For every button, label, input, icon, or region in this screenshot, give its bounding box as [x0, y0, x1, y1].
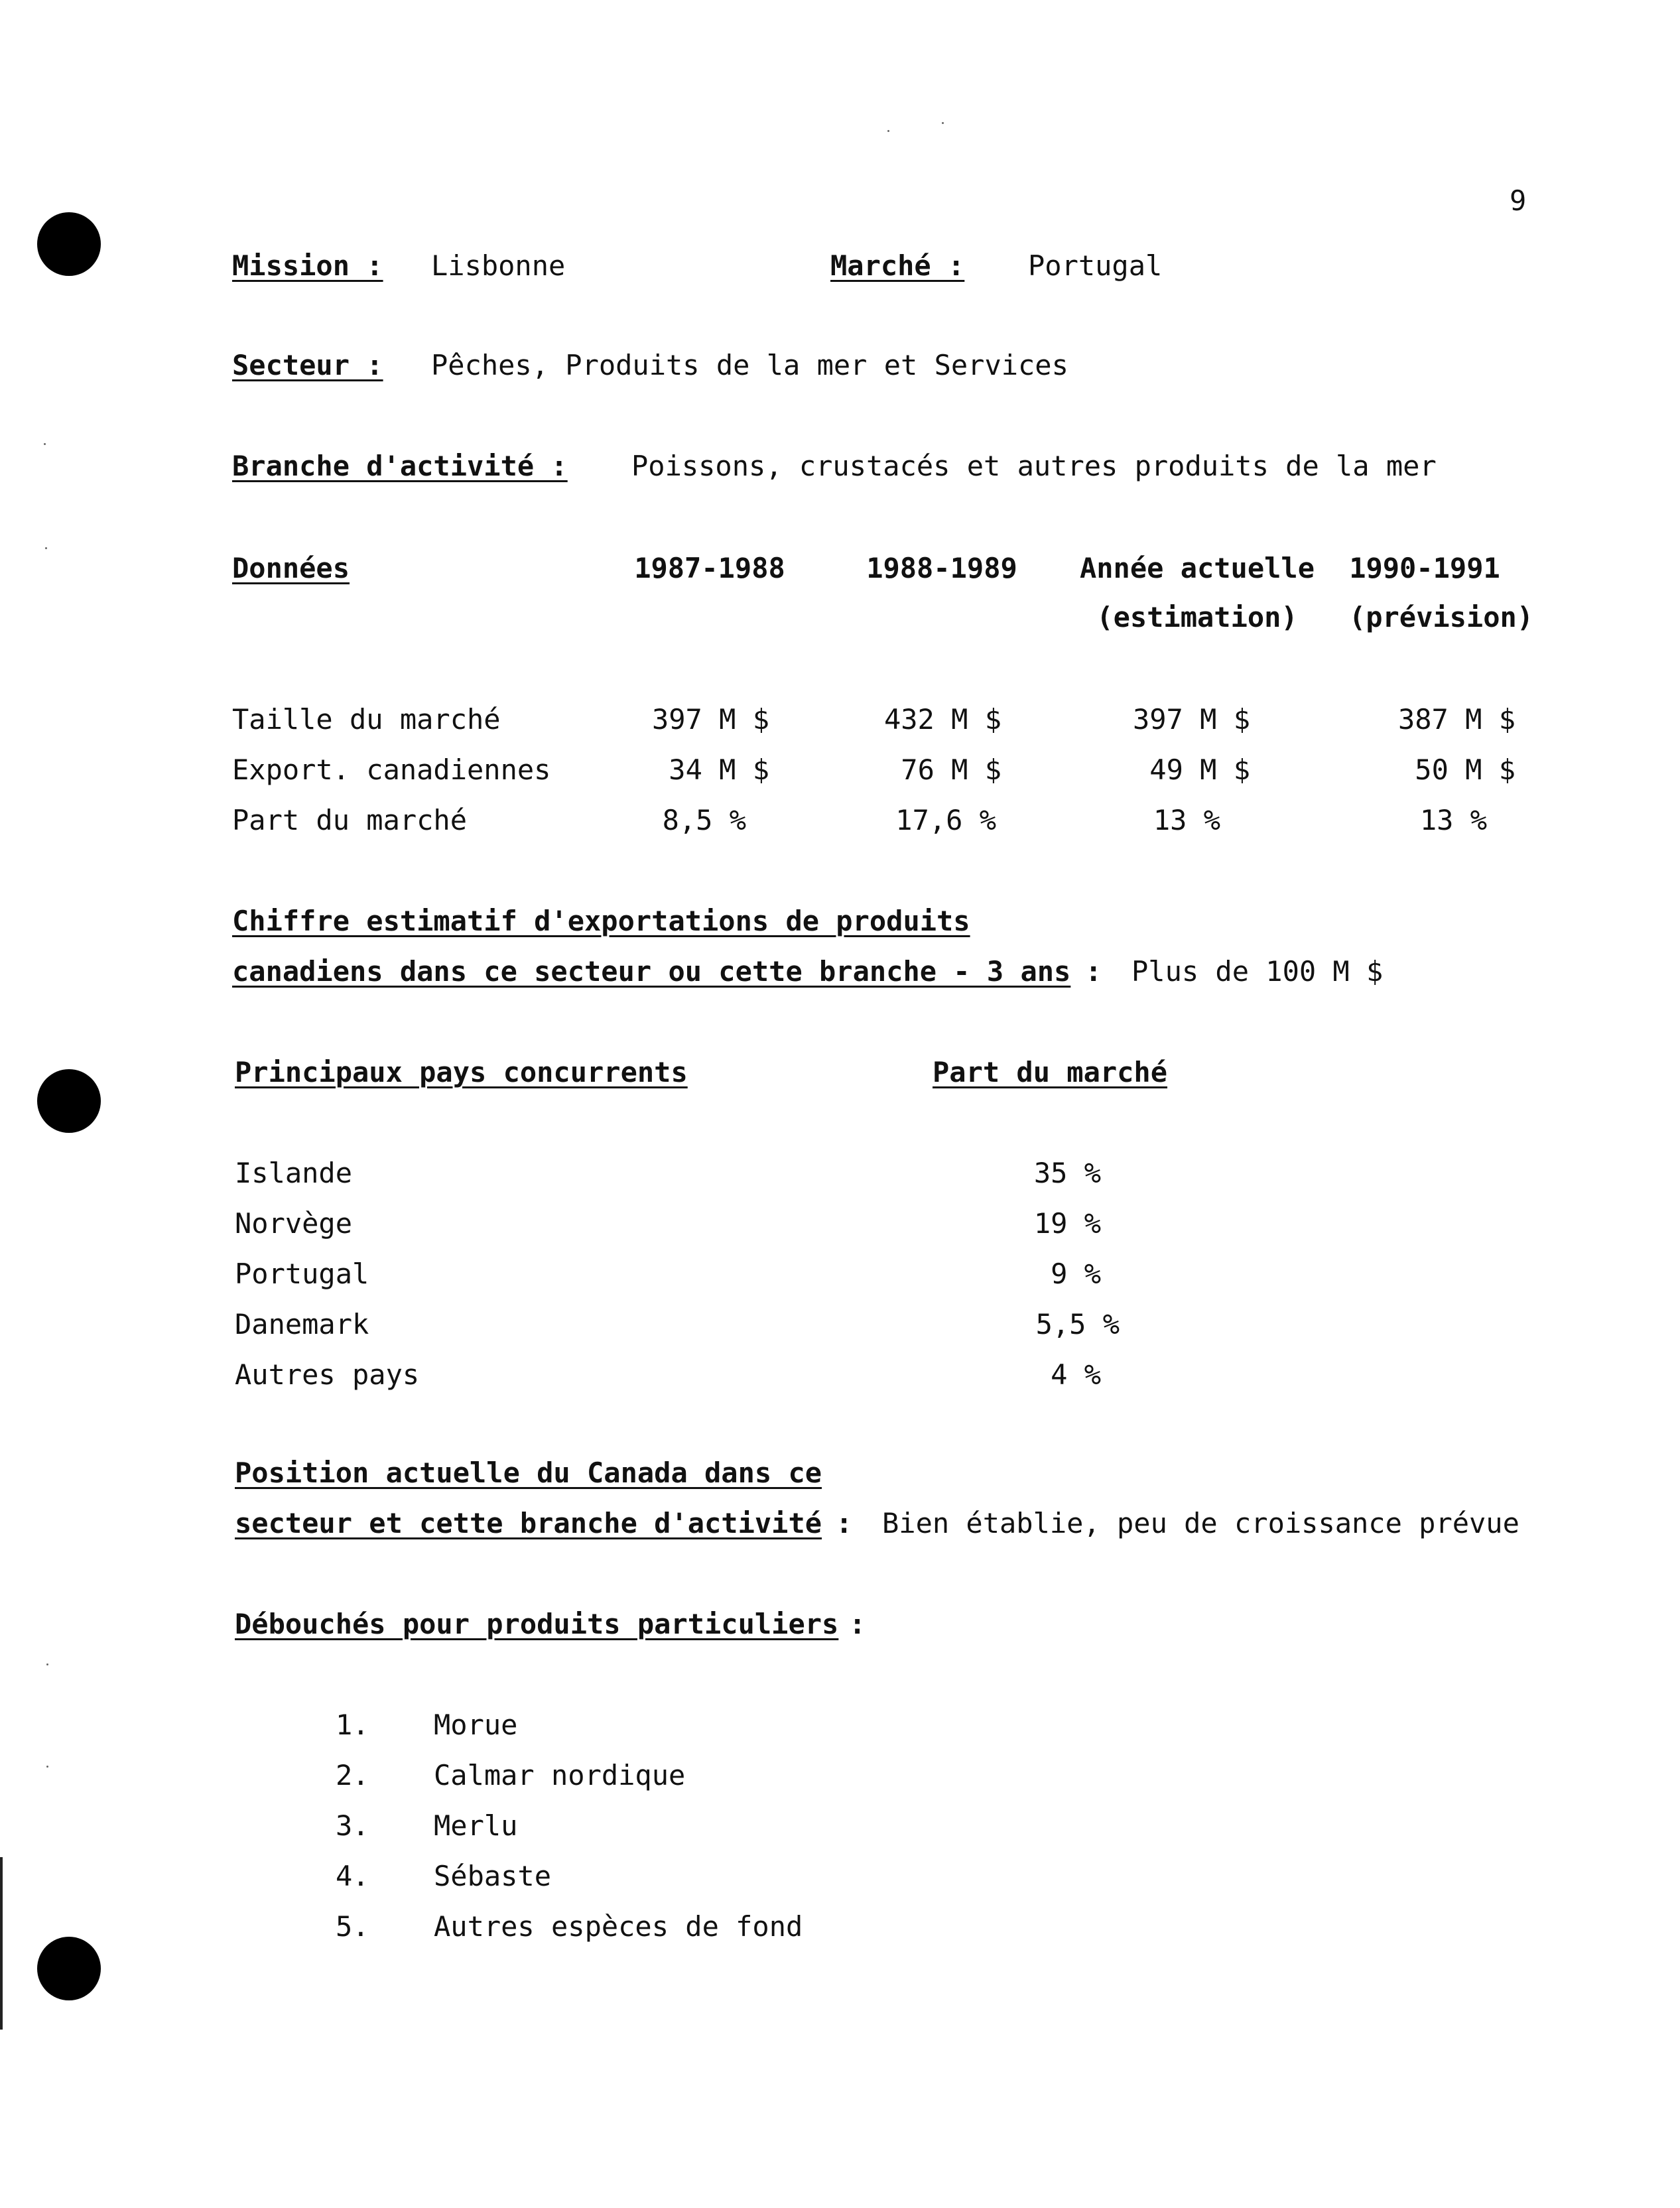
secteur-value: Pêches, Produits de la mer et Services [431, 349, 1068, 381]
country-share: 19 % [1033, 1207, 1101, 1240]
scan-speck [46, 1766, 48, 1768]
country-share: 5,5 % [1035, 1308, 1120, 1340]
country-name: Norvège [235, 1207, 353, 1240]
table-cell: 50 M $ [1415, 753, 1516, 786]
list-item: Merlu [434, 1809, 518, 1842]
column-header: 1987-1988 [634, 552, 785, 584]
country-name: Portugal [235, 1258, 369, 1290]
list-number: 5. [336, 1910, 369, 1943]
column-header: 1988-1989 [866, 552, 1017, 584]
position-label-line1: Position actuelle du Canada dans ce [235, 1457, 822, 1489]
binder-hole-top [37, 212, 101, 276]
chiffre-label-line2: canadiens dans ce secteur ou cette branche - 3 ans [232, 955, 1071, 988]
list-item: Calmar nordique [434, 1759, 686, 1791]
list-number: 3. [336, 1809, 369, 1842]
table-cell: 76 M $ [901, 753, 1002, 786]
list-item: Autres espèces de fond [434, 1910, 803, 1943]
debouches-colon: : [849, 1608, 866, 1640]
position-colon: : [836, 1507, 853, 1539]
row-label: Taille du marché [232, 703, 501, 736]
page-number: 9 [1510, 184, 1527, 217]
marche-value: Portugal [1028, 249, 1163, 282]
chiffre-colon: : [1085, 955, 1102, 988]
country-share: 4 % [1051, 1358, 1101, 1391]
mission-label: Mission : [232, 249, 383, 282]
scan-speck [887, 130, 889, 132]
chiffre-value: Plus de 100 M $ [1131, 955, 1384, 988]
secteur-label: Secteur : [232, 349, 383, 381]
part-header: Part du marché [933, 1056, 1168, 1088]
debouches-label: Débouchés pour produits particuliers [235, 1608, 839, 1640]
country-share: 35 % [1033, 1157, 1101, 1189]
list-item: Morue [434, 1709, 518, 1741]
row-label: Export. canadiennes [232, 753, 551, 786]
table-cell: 397 M $ [651, 703, 769, 736]
donnees-label: Données [232, 552, 350, 584]
list-item: Sébaste [434, 1860, 552, 1892]
table-cell: 13 % [1153, 804, 1220, 836]
country-name: Danemark [235, 1308, 369, 1340]
table-cell: 397 M $ [1132, 703, 1250, 736]
chiffre-label-line1: Chiffre estimatif d'exportations de produits [232, 905, 970, 937]
column-header: Année actuelle [1079, 552, 1315, 584]
list-number: 2. [336, 1759, 369, 1791]
position-label-line2: secteur et cette branche d'activité [235, 1507, 822, 1539]
scan-speck [45, 547, 47, 549]
concurrents-header: Principaux pays concurrents [235, 1056, 688, 1088]
column-subheader: (prévision) [1348, 601, 1534, 633]
table-cell: 49 M $ [1149, 753, 1250, 786]
branche-label: Branche d'activité : [232, 450, 568, 482]
table-cell: 13 % [1419, 804, 1487, 836]
position-value: Bien établie, peu de croissance prévue [882, 1507, 1519, 1539]
column-header: 1990-1991 [1349, 552, 1500, 584]
scan-speck [46, 1663, 48, 1665]
branche-value: Poissons, crustacés et autres produits de la mer [631, 450, 1437, 482]
country-name: Islande [235, 1157, 353, 1189]
country-share: 9 % [1051, 1258, 1101, 1290]
table-cell: 8,5 % [662, 804, 746, 836]
binder-hole-bottom [37, 1937, 101, 2000]
table-cell: 34 M $ [669, 753, 769, 786]
mission-value: Lisbonne [431, 249, 566, 282]
scan-edge-line [0, 1857, 3, 2030]
column-subheader: (estimation) [1096, 601, 1298, 633]
binder-hole-middle [37, 1069, 101, 1133]
list-number: 4. [336, 1860, 369, 1892]
list-number: 1. [336, 1709, 369, 1741]
row-label: Part du marché [232, 804, 468, 836]
country-name: Autres pays [235, 1358, 420, 1391]
table-cell: 17,6 % [895, 804, 996, 836]
marche-label: Marché : [830, 249, 965, 282]
scan-speck [942, 122, 944, 124]
table-cell: 432 M $ [883, 703, 1002, 736]
scan-speck [44, 443, 46, 445]
table-cell: 387 M $ [1397, 703, 1516, 736]
